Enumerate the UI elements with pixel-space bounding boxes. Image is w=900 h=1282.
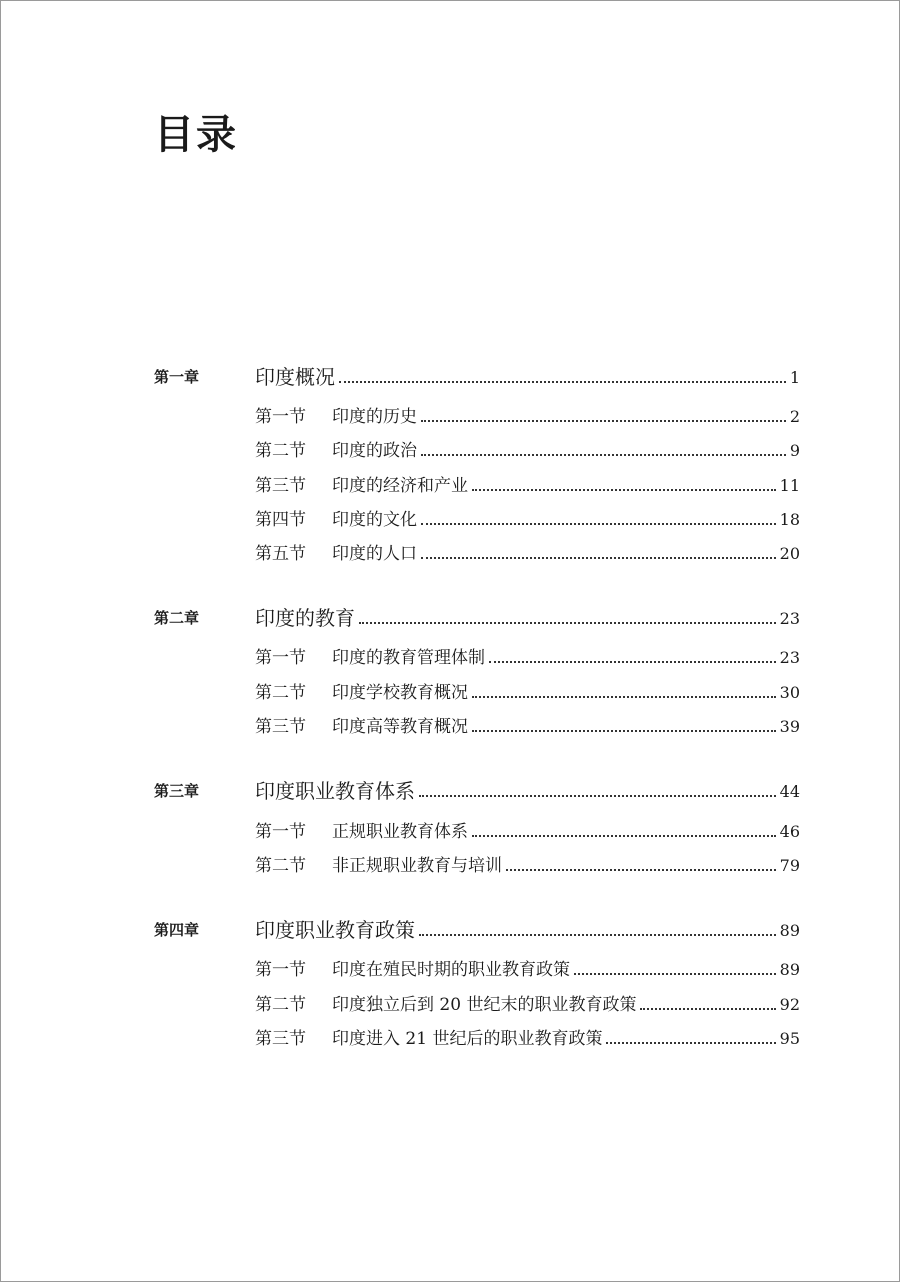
toc-section[interactable] — [1, 436, 900, 466]
dot-leader — [419, 795, 776, 797]
page-number: 95 — [779, 1029, 800, 1048]
toc-chapter-4[interactable] — [1, 916, 900, 946]
section-number: 第一节 — [255, 822, 306, 842]
toc-section[interactable] — [1, 990, 900, 1020]
section-number: 第三节 — [255, 717, 306, 737]
section-title: 印度的文化 — [332, 510, 417, 530]
section-number: 第一节 — [255, 407, 306, 427]
toc-section[interactable] — [1, 643, 900, 673]
toc-chapter-2[interactable] — [1, 604, 900, 634]
dot-leader — [421, 523, 776, 525]
section-number: 第一节 — [255, 648, 306, 668]
chapter-number: 第四章 — [154, 921, 200, 939]
page-number: 89 — [779, 960, 800, 979]
page-title: 目录 — [154, 112, 238, 158]
page-number: 23 — [779, 609, 800, 628]
toc-chapter-3[interactable] — [1, 777, 900, 807]
section-number: 第四节 — [255, 510, 306, 530]
page-number: 30 — [779, 683, 800, 702]
dot-leader — [421, 557, 776, 559]
dot-leader — [419, 934, 776, 936]
toc-section[interactable] — [1, 402, 900, 432]
section-title: 印度在殖民时期的职业教育政策 — [332, 960, 570, 980]
toc-section[interactable] — [1, 539, 900, 569]
page-number: 39 — [779, 717, 800, 736]
section-number: 第二节 — [255, 995, 306, 1015]
toc-section[interactable] — [1, 712, 900, 742]
section-number: 第二节 — [255, 683, 306, 703]
toc-section[interactable] — [1, 817, 900, 847]
page-number: 92 — [779, 995, 800, 1014]
toc-chapter-1[interactable] — [1, 363, 900, 393]
dot-leader — [574, 973, 776, 975]
page-number: 11 — [779, 476, 800, 495]
page-number: 20 — [779, 544, 800, 563]
page-number: 2 — [789, 407, 800, 426]
section-title: 印度学校教育概况 — [332, 683, 468, 703]
dot-leader — [472, 730, 776, 732]
section-title: 印度的经济和产业 — [332, 476, 468, 496]
section-title: 印度的历史 — [332, 407, 417, 427]
toc-section[interactable] — [1, 851, 900, 881]
toc-section[interactable] — [1, 471, 900, 501]
page-number: 89 — [779, 921, 800, 940]
section-title: 正规职业教育体系 — [332, 822, 468, 842]
section-number: 第二节 — [255, 441, 306, 461]
dot-leader — [506, 869, 776, 871]
page-number: 9 — [789, 441, 800, 460]
section-title: 非正规职业教育与培训 — [332, 856, 502, 876]
dot-leader — [472, 696, 776, 698]
toc-section[interactable] — [1, 1024, 900, 1054]
section-title: 印度进入 21 世纪后的职业教育政策 — [332, 1029, 603, 1049]
dot-leader — [359, 622, 776, 624]
section-number: 第三节 — [255, 1029, 306, 1049]
chapter-number: 第三章 — [154, 782, 200, 800]
dot-leader — [421, 454, 786, 456]
chapter-title: 印度的教育 — [255, 606, 355, 630]
page-number: 1 — [789, 368, 800, 387]
dot-leader — [421, 420, 786, 422]
section-number: 第二节 — [255, 856, 306, 876]
dot-leader — [489, 661, 776, 663]
chapter-title: 印度职业教育政策 — [255, 918, 415, 942]
section-title: 印度的人口 — [332, 544, 417, 564]
page-number: 46 — [779, 822, 800, 841]
section-title: 印度高等教育概况 — [332, 717, 468, 737]
section-title: 印度独立后到 20 世纪末的职业教育政策 — [332, 995, 637, 1015]
dot-leader — [606, 1042, 775, 1044]
dot-leader — [640, 1008, 775, 1010]
chapter-number: 第一章 — [154, 368, 200, 386]
section-number: 第一节 — [255, 960, 306, 980]
chapter-title: 印度职业教育体系 — [255, 779, 415, 803]
dot-leader — [472, 489, 776, 491]
section-number: 第五节 — [255, 544, 306, 564]
toc-section[interactable] — [1, 955, 900, 985]
chapter-number: 第二章 — [154, 609, 200, 627]
section-title: 印度的教育管理体制 — [332, 648, 485, 668]
page-number: 44 — [779, 782, 800, 801]
chapter-title: 印度概况 — [255, 365, 335, 389]
page-number: 79 — [779, 856, 800, 875]
dot-leader — [472, 835, 776, 837]
page-number: 18 — [779, 510, 800, 529]
page-number: 23 — [779, 648, 800, 667]
section-title: 印度的政治 — [332, 441, 417, 461]
section-number: 第三节 — [255, 476, 306, 496]
dot-leader — [339, 381, 786, 383]
toc-section[interactable] — [1, 678, 900, 708]
toc-section[interactable] — [1, 505, 900, 535]
